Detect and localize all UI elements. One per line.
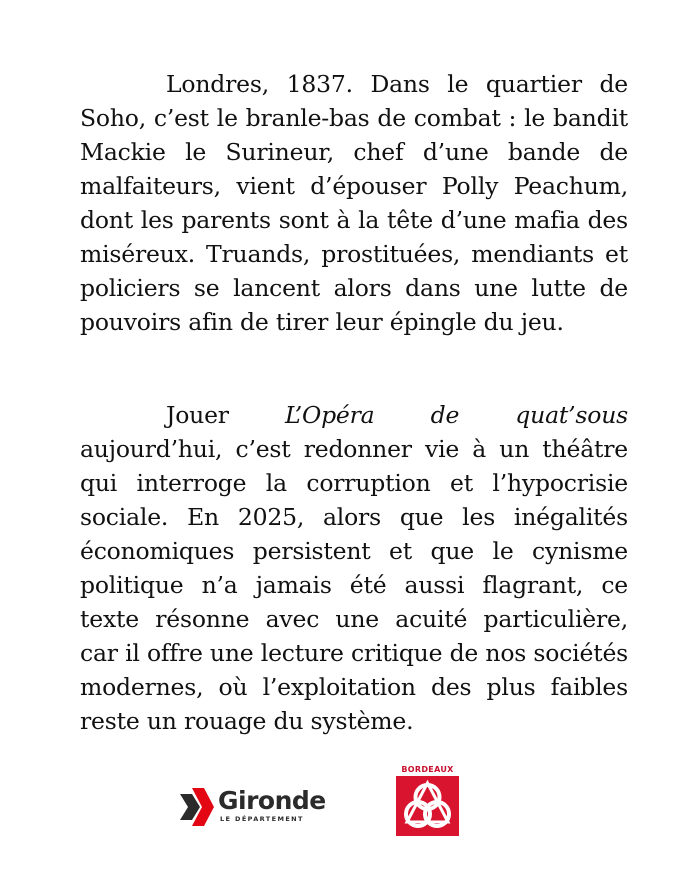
gironde-subtitle: LE DÉPARTEMENT (220, 815, 304, 823)
gironde-logo (178, 782, 328, 832)
context-paragraph (80, 398, 628, 738)
gironde-chevron-icon (178, 786, 216, 828)
gironde-name: Gironde (218, 786, 326, 815)
play-title: L’Opéra de quat’sous (284, 401, 628, 429)
synopsis-paragraph: Londres, 1837. Dans le quartier de Soho, c’est le branle-bas de combat : le bandit Mackie le Surineur, chef d’une bande de malfaiteurs, vient d’épouser Polly Peachum, dont les parents sont à la tête d’une mafia des miséreux. Truands, prostituées, mendiants et policiers se lancent alors dans une lutte de pouvoirs afin de tirer leur épingle du jeu. (80, 70, 628, 336)
bordeaux-emblem (396, 776, 459, 836)
bordeaux-label: BORDEAUX (396, 764, 459, 775)
bordeaux-crescents-icon (396, 776, 459, 836)
context-rest: aujourd’hui, c’est redonner vie à un théâtre qui interroge la corruption et l’hypocrisie sociale. En 2025, alors que les inégalités économiques persistent et que le cynisme politique n’a jamais été aussi flagrant, ce texte résonne avec une acuité particulière, car il offre une lecture critique de nos sociétés modernes, où l’exploitation des plus faibles reste un rouage du système. (80, 435, 629, 735)
context-lead: Jouer (166, 401, 285, 429)
bordeaux-logo (396, 764, 459, 836)
